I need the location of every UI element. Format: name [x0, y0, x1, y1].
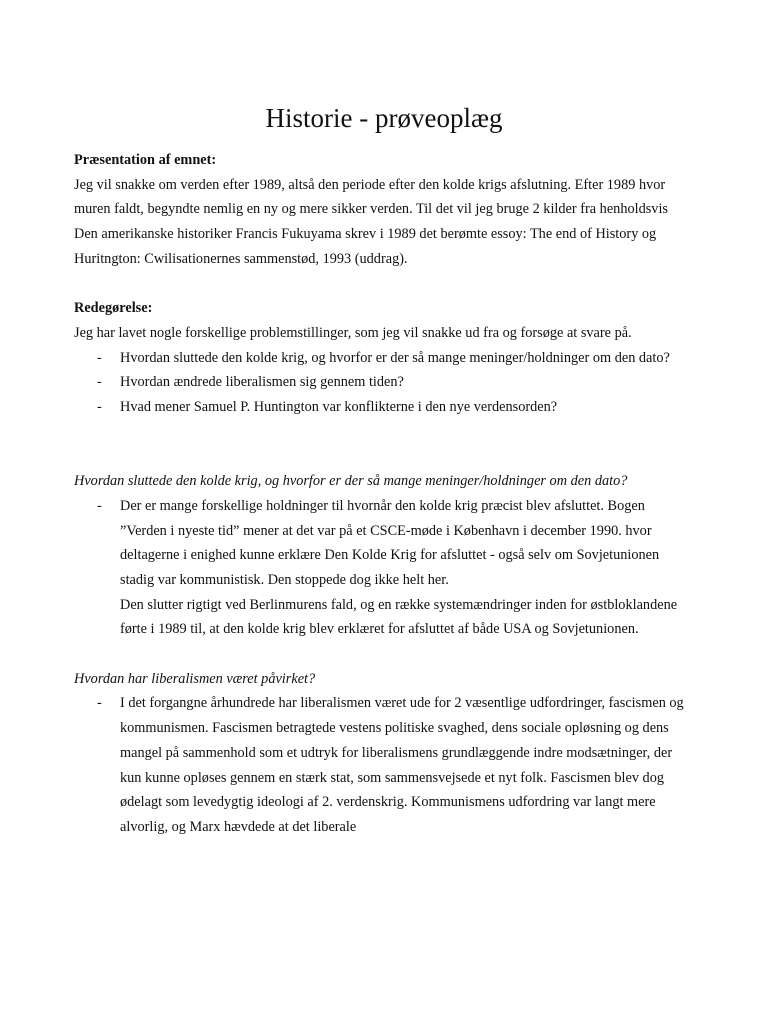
answer-list-cold-war — [74, 494, 694, 642]
list-dash: - — [97, 695, 102, 712]
question-heading-liberalism: Hvordan har liberalismen været påvirket? — [74, 670, 316, 687]
list-item — [74, 395, 694, 420]
list-item-text: Hvordan sluttede den kolde krig, og hvorfor er der så mange meninger/holdninger om den dato? — [120, 349, 670, 366]
list-item — [74, 691, 694, 839]
section-heading-presentation: Præsentation af emnet: — [74, 152, 217, 168]
list-dash: - — [97, 374, 102, 391]
section-heading-redegoerelse: Redegørelse: — [74, 300, 153, 317]
list-item-text: Der er mange forskellige holdninger til hvornår den kolde krig præcist blev afsluttet. Bogen ”Verden i nyeste tid” mener at det var på et CSCE-møde i København i december 1990. hvor deltagerne i enighed kunne erklære Den Kolde Krig for afsluttet - også selv om Sovjetunionen stadig var kommunistisk. Den stoppede dog ikke helt her. — [120, 497, 660, 588]
section-paragraph-redegoerelse: Jeg har lavet nogle forskellige problemstillinger, som jeg vil snakke ud fra og forsøge at svare på. — [74, 324, 632, 341]
spacer — [74, 444, 694, 469]
list-item-text: Hvordan ændrede liberalismen sig gennem tiden? — [120, 374, 404, 391]
list-item — [74, 370, 694, 395]
answer-list-liberalism — [74, 691, 694, 839]
list-item — [74, 346, 694, 371]
section-paragraph-presentation: Jeg vil snakke om verden efter 1989, altså den periode efter den kolde krigs afslutning. Efter 1989 hvor muren faldt, begyndte nemlig en ny og mere sikker verden. Til det vil jeg bruge 2 kilder fra henholdsvis Den amerikanske historiker Francis Fukuyama skrev i 1989 det berømte essoy: The end of History og Huritngton: Cwilisationernes sammenstød, 1993 (uddrag). — [74, 176, 668, 267]
list-item-text: I det forgangne århundrede har liberalismen været ude for 2 væsentlige udfordringer, fascismen og kommunismen. Fascismen betragtede vestens politiske svaghed, dens sociale opløsning og dens mangel på sammenhold som et udtryk for liberalismens grundlæggende indre modsætninger, der kun kunne opløses gennem en stærk stat, som sammensvejsede et nyt folk. Fascismen blev dog ødelagt som levedygtig ideologi af 2. verdenskrig. Kommunismens udfordring var langt mere alvorlig, og Marx hævdede at det liberale — [120, 695, 684, 835]
list-dash: - — [97, 349, 102, 366]
spacer — [74, 642, 694, 667]
list-item-text-continued: Den slutter rigtigt ved Berlinmurens fald, og en række systemændringer inden for østbloklandene førte i 1989 til, at den kolde krig blev erklæret for afsluttet af både USA og Sovjetunionen. — [120, 596, 678, 638]
document-body — [74, 148, 694, 840]
list-dash: - — [97, 497, 102, 514]
spacer — [74, 272, 694, 297]
spacer — [74, 420, 694, 445]
list-item — [74, 494, 694, 642]
question-heading-cold-war: Hvordan sluttede den kolde krig, og hvorfor er der så mange meninger/holdninger om den dato? — [74, 473, 628, 490]
list-dash: - — [97, 399, 102, 416]
problem-list — [74, 346, 694, 420]
document-title: Historie - prøveoplæg — [265, 103, 503, 133]
list-item-text: Hvad mener Samuel P. Huntington var konflikterne i den nye verdensorden? — [120, 399, 558, 416]
